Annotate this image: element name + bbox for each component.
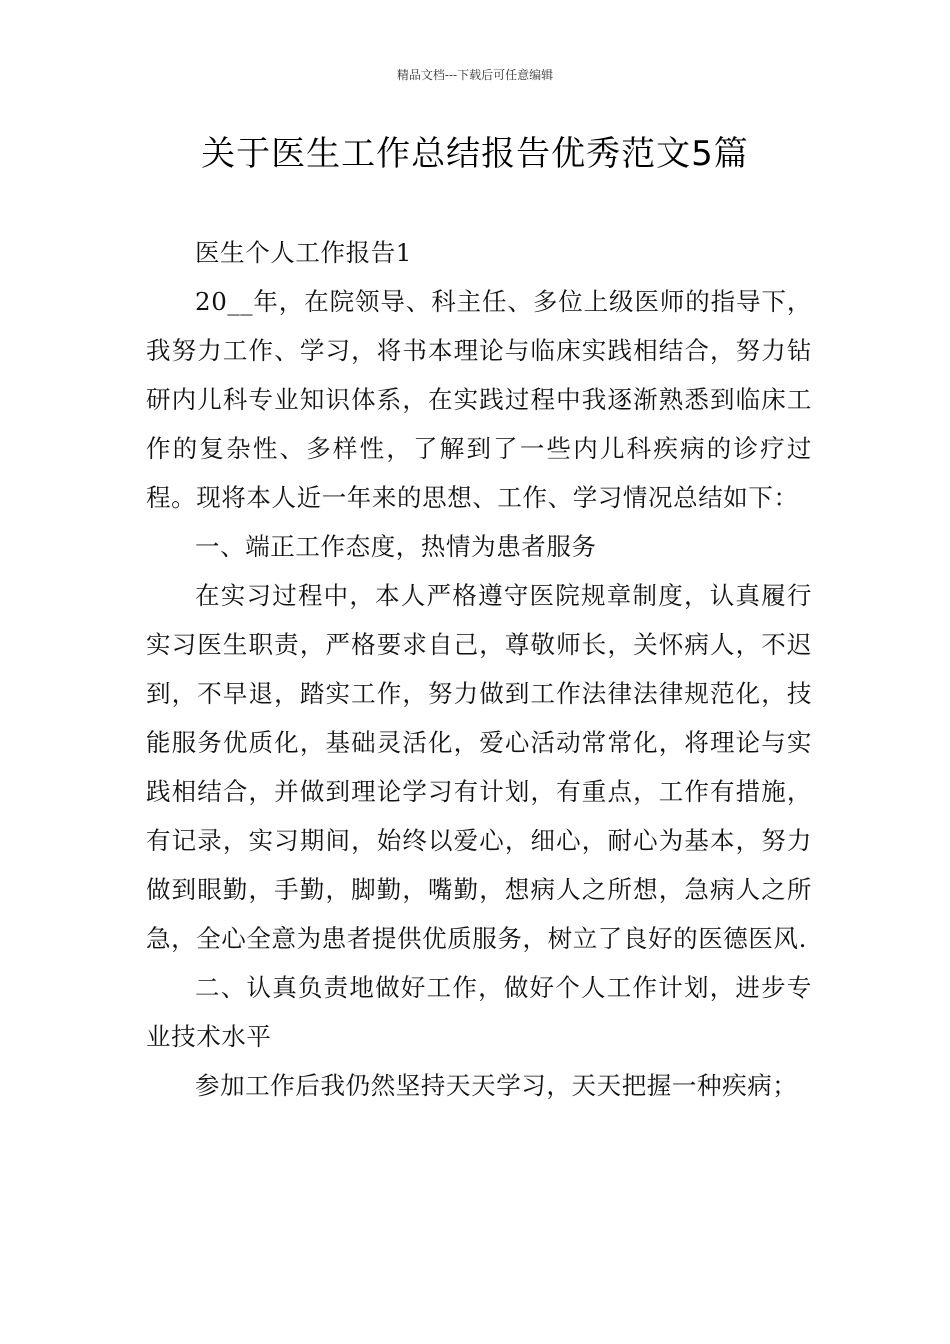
section-heading: 二、认真负责地做好工作，做好个人工作计划，进步专业技术水平 xyxy=(146,973,812,1051)
body-paragraph: 在实习过程中，本人严格遵守医院规章制度，认真履行实习医生职责，严格要求自己，尊敬师长，关怀病人，不迟到，不早退，踏实工作，努力做到工作法律法律规范化，技能服务优质化，基础灵活化，爱心活动常常化，将理论与实践相结合，并做到理论学习有计划，有重点，工作有措施，有记录，实习期间，始终以爱心，细心，耐心为基本，努力做到眼勤，手勤，脚勤，嘴勤，想病人之所想，急病人之所急，全心全意为患者提供优质服务，树立了良好的医德医风. xyxy=(146,581,812,953)
document-title: 关于医生工作总结报告优秀范文5篇 xyxy=(201,134,749,174)
body-paragraph: 20__年，在院领导、科主任、多位上级医师的指导下，我努力工作、学习，将书本理论与临床实践相结合，努力钻研内儿科专业知识体系，在实践过程中我逐渐熟悉到临床工作的复杂性、多样性，了解到了一些内儿科疾病的诊疗过程。现将本人近一年来的思想、工作、学习情况总结如下： xyxy=(146,287,812,512)
body-paragraph: 参加工作后我仍然坚持天天学习，天天把握一种疾病； xyxy=(195,1071,798,1100)
document-body xyxy=(146,228,812,1110)
section-heading: 一、端正工作态度，热情为患者服务 xyxy=(195,532,597,561)
section-heading: 医生个人工作报告1 xyxy=(195,238,412,267)
header-note: 精品文档---下载后可任意编辑 xyxy=(396,68,554,82)
